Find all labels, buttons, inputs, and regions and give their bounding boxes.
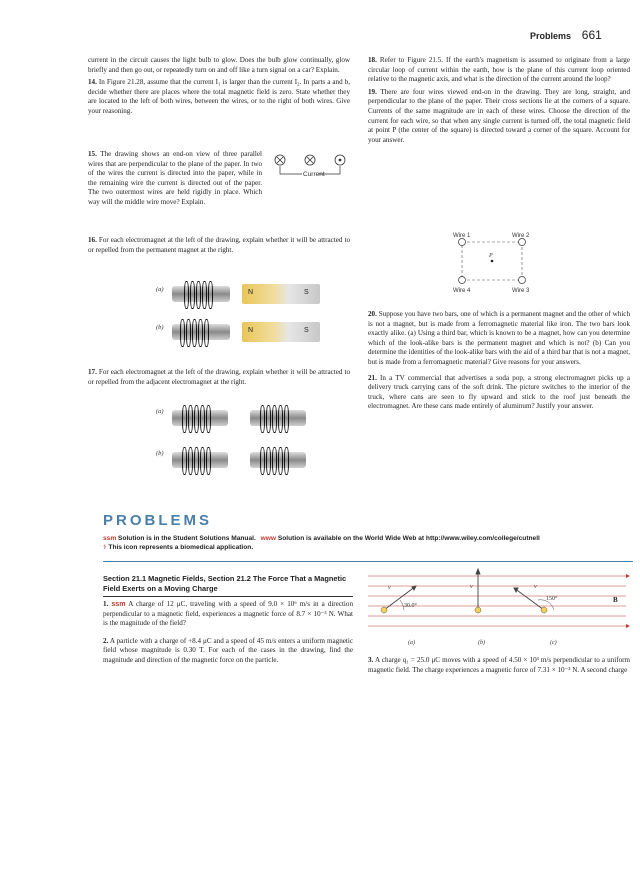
wire-1-label: Wire 1 bbox=[453, 233, 471, 239]
question-number: 16. bbox=[88, 236, 97, 244]
question-number: 20. bbox=[368, 310, 377, 318]
north-pole-label: N bbox=[248, 327, 254, 334]
question-text: The drawing shows an end-on view of three parallel wires that are perpendicular to the plane of the paper. In two of the wires the current is directed into the paper, while in the remaining wire the current is directed out of the paper. The two outermost wires are held rigidly in place. Which way will the middle wire move? Explain. bbox=[88, 150, 262, 206]
charge-a bbox=[381, 607, 387, 613]
question-13-continued: current in the circuit causes the light bulb to glow. Does the bulb glow continually, glow briefly and then go out, or repeatedly turn on and off like a turn signal on a car? Explain. bbox=[88, 56, 350, 74]
velocity-label-b: v bbox=[470, 584, 473, 590]
www-icon: www bbox=[260, 535, 277, 542]
wire-2-label: Wire 2 bbox=[512, 233, 530, 239]
velocity-label-c: v bbox=[534, 584, 537, 590]
ssm-icon: ssm bbox=[111, 600, 126, 608]
question-19 bbox=[368, 88, 630, 146]
problem-number: 1. bbox=[103, 600, 109, 608]
section-heading: Section 21.1 Magnetic Fields, Section 21.2 The Force That a Magnetic Field Exerts on a Moving Charge bbox=[103, 574, 347, 593]
problem-number: 3. bbox=[368, 656, 374, 664]
charge-b bbox=[475, 607, 481, 613]
four-wires-square-figure bbox=[440, 230, 550, 296]
south-pole-label: S bbox=[304, 327, 309, 334]
question-17 bbox=[88, 368, 350, 387]
question-number: 17. bbox=[88, 368, 97, 376]
question-number: 21. bbox=[368, 373, 377, 382]
wire-3 bbox=[519, 277, 526, 284]
problem-text: A charge q₁ = 25.0 μC moves with a speed of 4.50 × 10³ m/s perpendicular to a uniform magnetic field. The charge experiences a magnetic force of 7.31 × 10⁻³ N. A second charge bbox=[368, 656, 631, 674]
angle-label-c: 150° bbox=[546, 596, 558, 602]
wire-1 bbox=[459, 239, 466, 246]
permanent-magnet bbox=[242, 284, 320, 304]
north-pole-label: N bbox=[248, 289, 254, 296]
left-column bbox=[88, 56, 350, 120]
problem-2 bbox=[103, 637, 353, 666]
question-number: 14. bbox=[88, 78, 97, 87]
question-text: Refer to Figure 21.5. If the earth's magnetism is assumed to originate from a large circular loop of current within the earth, how is the plane of this current loop oriented relative to the magnetic axis, and what is the direction of the current around the loop? bbox=[368, 56, 631, 84]
label-b: (b) bbox=[156, 324, 164, 331]
legend-line-1 bbox=[103, 534, 633, 543]
label-b: (b) bbox=[156, 450, 164, 457]
wire-2 bbox=[519, 239, 526, 246]
problems-left-column bbox=[103, 600, 353, 669]
question-text: There are four wires viewed end-on in the drawing. They are long, straight, and perpendicular to the plane of the paper. Their cross sections lie at the corners of a square. Currents of the same magnitude are in each of these wires. Choose the direction of the current for each wire, so that when any single current is turned off, the total magnetic field at point P (the center of the square) is directed toward a corner of the square. Account for your answer. bbox=[368, 87, 630, 144]
velocity-label-a: v bbox=[388, 585, 391, 591]
problem-text: A particle with a charge of +8.4 μC and a speed of 45 m/s enters a uniform magnetic field whose magnitude is 0.30 T. For each of the cases in the drawing, find the magnitude and direction of the magnetic force on the particle. bbox=[103, 636, 353, 664]
question-15 bbox=[88, 150, 262, 208]
angle-label-a: 30.0° bbox=[404, 603, 417, 609]
biomedical-icon: ⚕ bbox=[103, 544, 107, 551]
legend-text-biomedical: This icon represents a biomedical application. bbox=[108, 544, 254, 551]
question-14 bbox=[88, 78, 350, 116]
point-p-label: P bbox=[489, 253, 493, 259]
permanent-magnet bbox=[242, 322, 320, 342]
section-rule bbox=[103, 596, 353, 597]
question-text: In a TV commercial that advertises a soda pop, a strong electromagnet picks up a delivery truck carrying cans of the soft drink. The picture switches to the interior of the truck, where cans are seen to fly upward and stick to the roof just beneath the electromagnet. Are these cans made entirely of aluminum? Justify your answer. bbox=[368, 373, 630, 411]
magnetic-field-cases-figure bbox=[368, 566, 630, 646]
legend-line-2 bbox=[103, 543, 633, 552]
legend-text-www: Solution is available on the World Wide Web at http://www.wiley.com/college/cutnell bbox=[277, 535, 540, 542]
question-number: 18. bbox=[368, 56, 377, 64]
electromagnet-figure-16 bbox=[150, 282, 350, 362]
case-b bbox=[476, 569, 480, 610]
problem-number: 2. bbox=[103, 636, 109, 645]
question-21 bbox=[368, 374, 630, 412]
right-column bbox=[368, 56, 630, 148]
question-18 bbox=[368, 56, 630, 85]
legend-text-ssm: Solution is in the Student Solutions Manual. bbox=[118, 535, 256, 542]
question-number: 15. bbox=[88, 150, 97, 158]
three-wires-figure bbox=[268, 148, 352, 196]
running-header bbox=[530, 28, 602, 42]
problem-1 bbox=[103, 600, 353, 629]
problem-text: A charge of 12 μC, traveling with a speed of 9.0 × 10⁶ m/s in a direction perpendicular to a magnetic field, experiences a magnetic force of 8.7 × 10⁻³ N. What is the magnitude of the field? bbox=[103, 600, 353, 628]
charge-c bbox=[541, 607, 547, 613]
wire-4 bbox=[459, 277, 466, 284]
south-pole-label: S bbox=[304, 289, 309, 296]
question-16 bbox=[88, 236, 350, 255]
label-a: (a) bbox=[156, 408, 164, 415]
question-number: 19. bbox=[368, 87, 377, 96]
case-b-label: (b) bbox=[478, 640, 485, 646]
problems-legend bbox=[103, 534, 633, 552]
wire-4-label: Wire 4 bbox=[453, 288, 471, 294]
question-text: In Figure 21.28, assume that the current I₁ is larger than the current I₂. In parts a and b, decide whether there are places where the total magnetic field is zero. State whether they are located to the left of both wires, between the wires, or to the right of both wires. Give your reasoning. bbox=[88, 78, 350, 115]
page-number: 661 bbox=[581, 28, 602, 42]
wire-out-of-page-right bbox=[335, 155, 345, 165]
point-p bbox=[491, 260, 494, 263]
problem-3 bbox=[368, 656, 630, 675]
case-a-label: (a) bbox=[408, 640, 415, 646]
ssm-icon: ssm bbox=[103, 535, 117, 542]
wire-into-page-middle bbox=[305, 155, 315, 165]
field-b-label: B bbox=[613, 596, 618, 604]
current-label: Current bbox=[303, 171, 325, 178]
problems-rule bbox=[103, 561, 633, 562]
field-lines bbox=[368, 576, 626, 626]
question-20 bbox=[368, 310, 630, 368]
problems-title: PROBLEMS bbox=[103, 512, 213, 529]
question-text: For each electromagnet at the left of the drawing, explain whether it will be attracted to or repelled from the adjacent electromagnet at the right. bbox=[88, 368, 350, 386]
question-text: Suppose you have two bars, one of which is a permanent magnet and the other of which is not a magnet, but is made from a ferromagnetic material like iron. The two bars look exactly alike. (a) Using a third bar, which is known to be a magnet, how can you determine which of the look-alike bars is the permanent magnet and which is not? (b) Can you determine the identities of the look-alike bars with the aid of a third bar that is not a magnet, but is made from a ferromagnetic material? Give reasons for your answers. bbox=[368, 310, 630, 366]
wire-3-label: Wire 3 bbox=[512, 288, 530, 294]
label-a: (a) bbox=[156, 286, 164, 293]
electromagnet-core bbox=[172, 286, 230, 302]
right-column-lower bbox=[368, 310, 630, 415]
case-c-label: (c) bbox=[550, 640, 557, 646]
wire-into-page-left bbox=[275, 155, 285, 165]
question-text: For each electromagnet at the left of the drawing, explain whether it will be attracted to or repelled from the permanent magnet at the right. bbox=[88, 236, 350, 254]
header-section: Problems bbox=[530, 31, 572, 41]
electromagnet-pair-figure-17 bbox=[150, 404, 350, 484]
